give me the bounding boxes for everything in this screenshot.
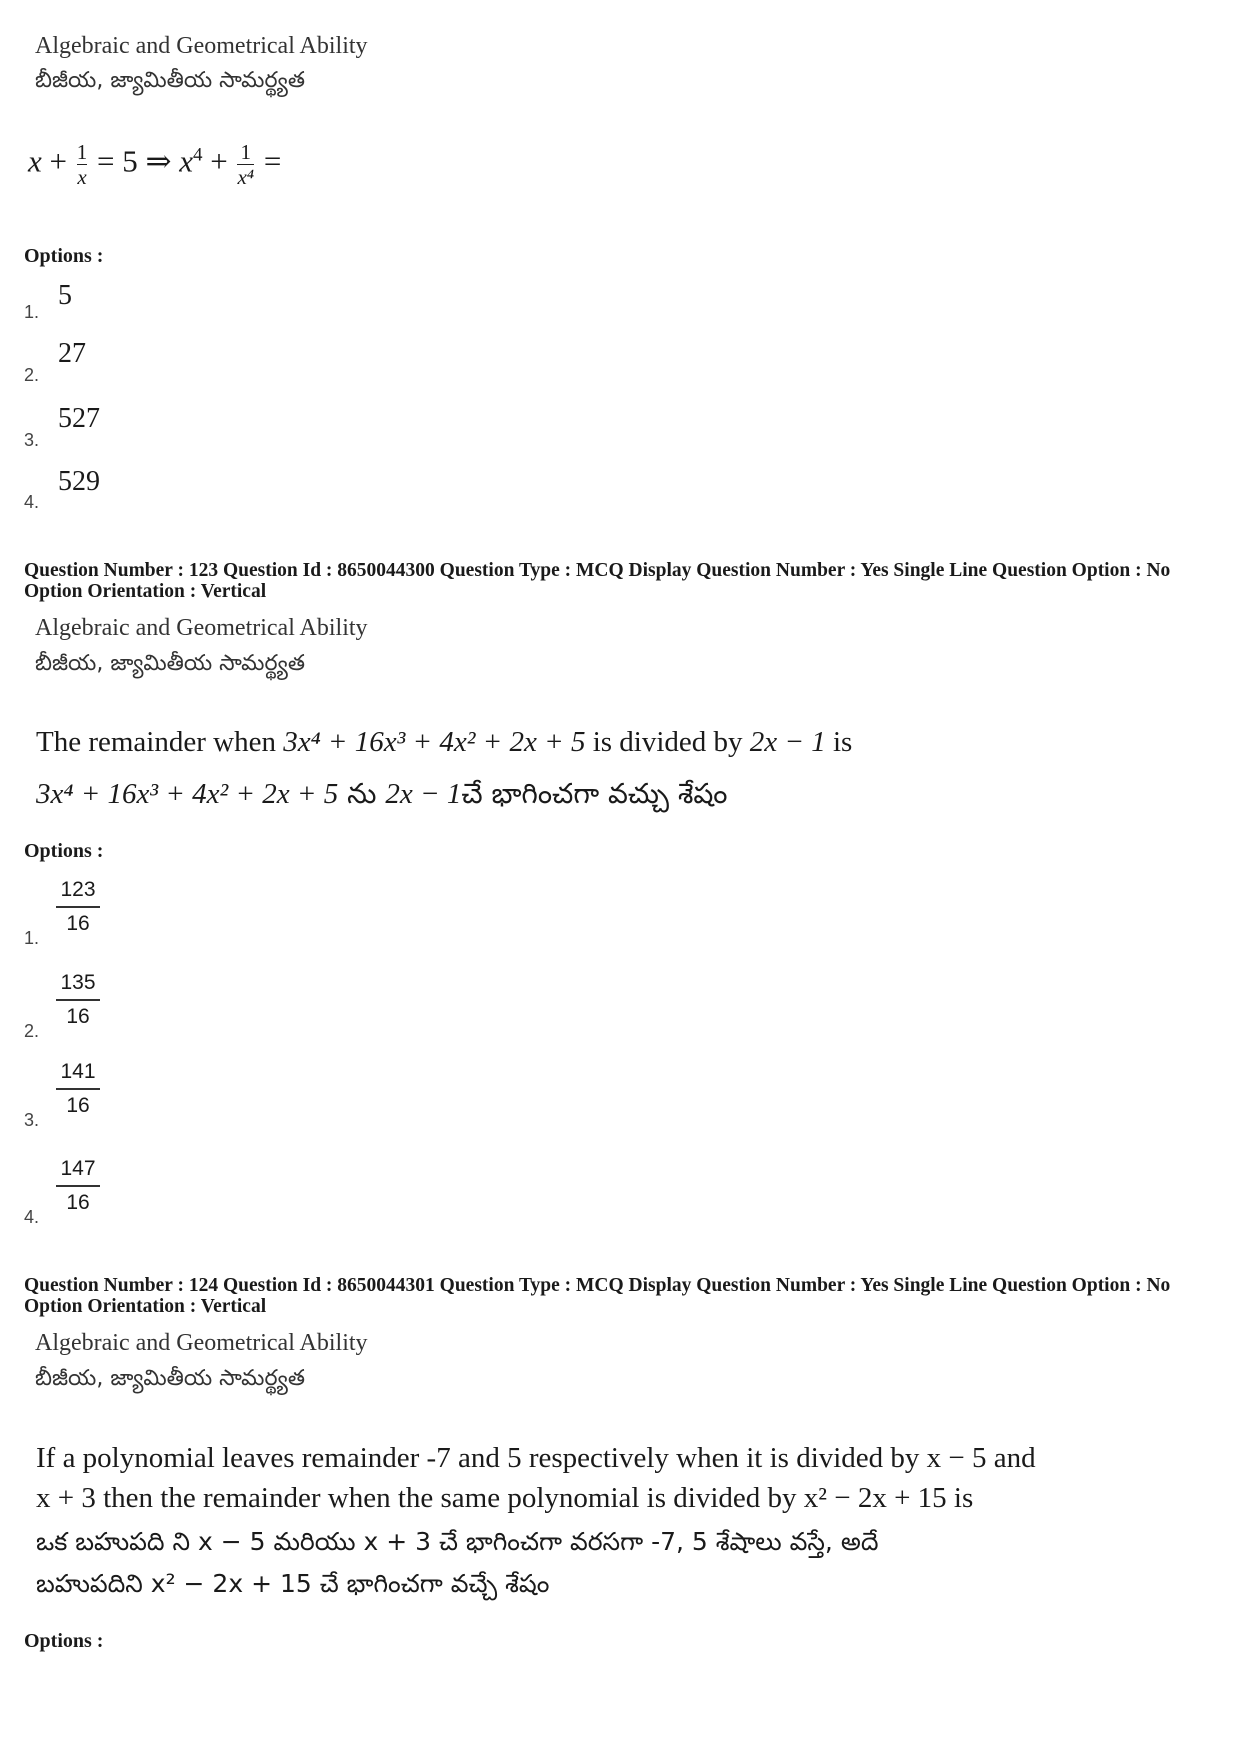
polynomial-te: 3x⁴ + 16x³ + 4x² + 2x + 5 bbox=[36, 778, 339, 810]
equation-equals-implies: = 5 ⇒ bbox=[97, 143, 172, 179]
equation-var: x bbox=[28, 143, 42, 179]
subject-heading-te: బీజీయ, జ్యామితీయ సామర్థ్యత bbox=[35, 651, 305, 676]
option-fraction[interactable]: $\frac{147}{16}$ bbox=[56, 1156, 100, 1216]
option-number: 4. bbox=[24, 492, 40, 512]
option-value[interactable]: 527 bbox=[58, 403, 100, 434]
options-label: Options : bbox=[24, 1630, 104, 1652]
question-meta-123: Question Number : 123 Question Id : 8650044300 Question Type : MCQ Display Question Number : Yes Single Line Question Option : No Option Orientation : Vertical bbox=[24, 560, 1171, 602]
fraction-one-over-x4: $\frac{1}{\text{x⁴}}$ bbox=[237, 140, 255, 189]
question-line-1: If a polynomial leaves remainder -7 and 5 respectively when it is divided by x − 5 and bbox=[36, 1442, 1036, 1474]
fraction-one-over-x: $\frac{1}{x}$ bbox=[76, 140, 88, 189]
option-number: 3. bbox=[24, 430, 40, 450]
option-value[interactable]: 27 bbox=[58, 338, 86, 369]
option-fraction[interactable]: $\frac{135}{16}$ bbox=[56, 970, 100, 1030]
subject-heading-te: బీజీయ, జ్యామితీయ సామర్థ్యత bbox=[35, 68, 305, 93]
equation-plus: + bbox=[49, 143, 67, 179]
option-number: 3. bbox=[24, 1110, 40, 1130]
equation-end: = bbox=[263, 143, 282, 179]
question-line-2: x + 3 then the remainder when the same polynomial is divided by x² − 2x + 15 is bbox=[36, 1482, 974, 1514]
option-number: 4. bbox=[24, 1207, 40, 1227]
question-text-en: The remainder when 3x⁴ + 16x³ + 4x² + 2x + 5 is divided by 2x − 1 is bbox=[36, 726, 853, 758]
option-fraction[interactable]: $\frac{141}{16}$ bbox=[56, 1059, 100, 1119]
option-number: 2. bbox=[24, 1021, 40, 1041]
options-label: Options : bbox=[24, 245, 104, 267]
subject-heading-te: బీజీయ, జ్యామితీయ సామర్థ్యత bbox=[35, 1366, 305, 1391]
options-label: Options : bbox=[24, 840, 104, 862]
option-value[interactable]: 5 bbox=[58, 280, 72, 311]
subject-heading-en: Algebraic and Geometrical Ability bbox=[35, 1330, 368, 1356]
option-number: 1. bbox=[24, 302, 40, 322]
question-line-4-te: బహుపదిని x² − 2x + 15 చే భాగించగా వచ్చే శేషం bbox=[36, 1569, 550, 1598]
option-value[interactable]: 529 bbox=[58, 466, 100, 497]
divisor: 2x − 1 bbox=[749, 726, 826, 758]
question-line-3-te: ఒక బహుపది ని x − 5 మరియు x + 3 చే భాగించగా వరసగా -7, 5 శేషాలు వస్తే, అదే bbox=[36, 1527, 879, 1556]
polynomial: 3x⁴ + 16x³ + 4x² + 2x + 5 bbox=[283, 726, 586, 758]
option-number: 2. bbox=[24, 365, 40, 385]
question-text-te: 3x⁴ + 16x³ + 4x² + 2x + 5 ను 2x − 1చే భాగించగా వచ్చు శేషం bbox=[36, 777, 728, 810]
equation bbox=[28, 140, 281, 189]
option-fraction[interactable]: $\frac{123}{16}$ bbox=[56, 877, 100, 937]
divisor-te: 2x − 1 bbox=[385, 778, 462, 810]
equation-rhs-exp: 4 bbox=[192, 144, 203, 166]
equation-rhs-base: x bbox=[179, 143, 193, 179]
question-meta-124: Question Number : 124 Question Id : 8650044301 Question Type : MCQ Display Question Number : Yes Single Line Question Option : No Option Orientation : Vertical bbox=[24, 1275, 1171, 1317]
option-number: 1. bbox=[24, 928, 40, 948]
equation-plus-2: + bbox=[210, 143, 228, 179]
subject-heading-en: Algebraic and Geometrical Ability bbox=[35, 615, 368, 641]
subject-heading-en: Algebraic and Geometrical Ability bbox=[35, 33, 368, 59]
